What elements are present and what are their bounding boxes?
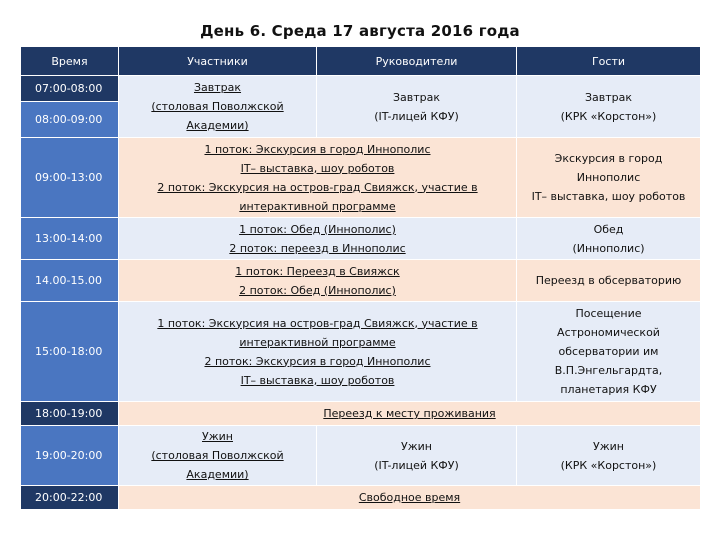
transfer-cell: Переезд к месту проживания: [119, 402, 701, 426]
time-cell: 15:00-18:00: [21, 302, 119, 402]
guests-cell: Экскурсия в город Иннополис IT– выставка, шоу роботов: [517, 138, 701, 218]
table-row: [21, 486, 701, 510]
dinner-leaders: Ужин (IT-лицей КФУ): [317, 426, 517, 486]
time-cell: 19:00-20:00: [21, 426, 119, 486]
header-time: Время: [21, 47, 119, 76]
table-row: [21, 218, 701, 260]
breakfast-participants: Завтрак (столовая Поволжской Академии): [119, 76, 317, 138]
guests-cell: Переезд в обсерваторию: [517, 260, 701, 302]
header-leaders: Руководители: [317, 47, 517, 76]
table-row: [21, 260, 701, 302]
time-cell: 13:00-14:00: [21, 218, 119, 260]
guests-cell: Посещение Астрономической обсерватории им В.П.Энгельгардта, планетария КФУ: [517, 302, 701, 402]
time-cell: 07:00-08:00: [21, 76, 119, 102]
breakfast-guests: Завтрак (КРК «Корстон»): [517, 76, 701, 138]
program-cell: 1 поток: Обед (Иннополис) 2 поток: переезд в Иннополис: [119, 218, 517, 260]
free-time-cell: Свободное время: [119, 486, 701, 510]
time-cell: 09:00-13:00: [21, 138, 119, 218]
program-cell: 1 поток: Экскурсия в город Иннополис IT– выставка, шоу роботов 2 поток: Экскурсия на остров-град Свияжск, участие в интерактивной программе: [119, 138, 517, 218]
time-cell: 14.00-15.00: [21, 260, 119, 302]
header-row: [21, 47, 701, 76]
time-cell: 20:00-22:00: [21, 486, 119, 510]
page-title: День 6. Среда 17 августа 2016 года: [200, 22, 520, 40]
breakfast-leaders: Завтрак (IT-лицей КФУ): [317, 76, 517, 138]
dinner-participants: Ужин (столовая Поволжской Академии): [119, 426, 317, 486]
schedule-table: [20, 46, 701, 510]
table-row: [21, 138, 701, 218]
header-participants: Участники: [119, 47, 317, 76]
guests-cell: Обед (Иннополис): [517, 218, 701, 260]
table-row: [21, 76, 701, 102]
dinner-guests: Ужин (КРК «Корстон»): [517, 426, 701, 486]
table-row: [21, 302, 701, 402]
time-cell: 08:00-09:00: [21, 102, 119, 138]
program-cell: 1 поток: Переезд в Свияжск 2 поток: Обед (Иннополис): [119, 260, 517, 302]
time-cell: 18:00-19:00: [21, 402, 119, 426]
table-row: [21, 402, 701, 426]
header-guests: Гости: [517, 47, 701, 76]
table-row: [21, 426, 701, 486]
program-cell: 1 поток: Экскурсия на остров-град Свияжск, участие в интерактивной программе 2 поток: Экскурсия в город Иннополис IT– выставка, шоу роботов: [119, 302, 517, 402]
